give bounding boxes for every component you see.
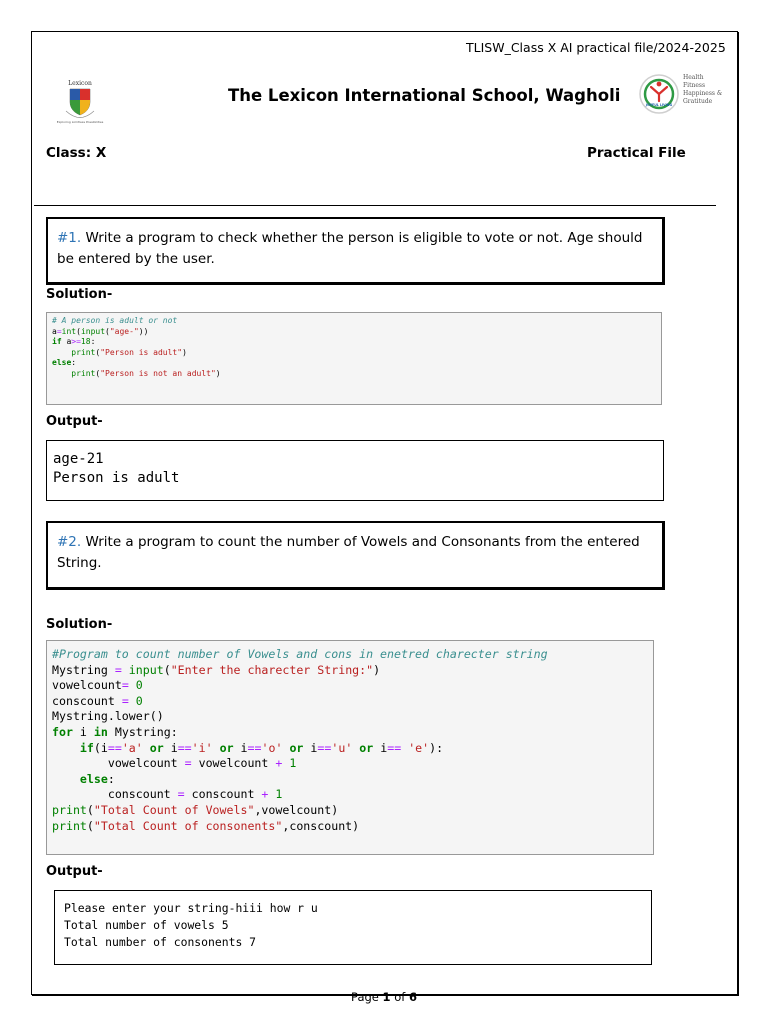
page-number — [0, 990, 768, 1004]
code-token: or — [359, 740, 374, 755]
logo-line-fitness: Fitness — [683, 82, 706, 89]
code-token: + — [275, 756, 283, 771]
code-token — [129, 694, 136, 708]
code-line — [52, 772, 648, 788]
code-token: "Enter the charecter String:" — [170, 662, 374, 677]
code-token: = — [121, 693, 129, 708]
question-2-output-box — [54, 890, 652, 965]
code-token: >= — [71, 337, 81, 347]
code-token: "Total Count of consonents" — [93, 818, 283, 833]
code-token: == — [177, 740, 192, 755]
code-token: or — [219, 740, 234, 755]
code-token: a — [52, 326, 57, 336]
code-token: a — [61, 337, 72, 347]
code-line — [52, 787, 648, 803]
code-token: "Person is not an adult" — [100, 368, 216, 378]
question-2-code-block — [46, 640, 654, 855]
code-token: in — [93, 724, 108, 739]
question-2-output-line: Total number of vowels 5 — [64, 918, 229, 932]
code-line — [52, 741, 648, 757]
code-token: input — [128, 662, 164, 677]
code-token: == — [317, 740, 332, 755]
code-token: : — [71, 358, 77, 368]
code-token: + — [261, 787, 269, 802]
code-token: ) — [373, 662, 381, 677]
code-token: vowelcount — [191, 756, 276, 771]
code-token: # A person is adult or not — [52, 316, 178, 325]
code-token: = — [184, 756, 192, 771]
code-token — [52, 348, 71, 357]
code-token: i — [303, 740, 318, 755]
code-token: #Program to count number of Vowels and cons in enetred charecter string — [52, 647, 548, 661]
question-1-code-block — [46, 312, 662, 405]
question-1-output-box — [46, 440, 664, 501]
school-name: The Lexicon International School, Wagholi — [228, 86, 621, 105]
question-1-number: #1. — [57, 230, 82, 246]
code-token: if — [52, 337, 62, 347]
question-2-output-label: Output- — [46, 864, 103, 879]
logo-line-happiness: Happiness & — [683, 90, 723, 97]
code-token: Mystring: — [107, 724, 178, 739]
code-token: conscount — [52, 693, 122, 708]
code-line — [52, 337, 656, 348]
joyful-living-logo — [637, 70, 732, 122]
code-token: 'i' — [191, 740, 213, 755]
question-2-output-line: Total number of consonents 7 — [64, 935, 257, 949]
code-line — [52, 647, 648, 663]
code-token: print — [52, 818, 87, 833]
question-1-output-line: Person is adult — [53, 470, 180, 486]
code-token: else — [79, 771, 108, 786]
code-token: 1 — [289, 756, 297, 771]
code-token: == — [107, 740, 122, 755]
code-token: ( — [86, 818, 94, 833]
code-token: int — [61, 326, 77, 336]
code-token: : — [90, 337, 96, 347]
logo-line-health: Health — [683, 74, 704, 81]
code-line — [52, 819, 648, 835]
code-line — [52, 678, 648, 694]
code-token: ): — [429, 740, 444, 755]
code-token: 'u' — [331, 740, 353, 755]
code-line — [52, 369, 656, 380]
question-2-number: #2. — [57, 534, 82, 550]
class-label: Class: X — [46, 145, 107, 161]
code-token: else — [52, 358, 72, 368]
code-token: "Total Count of Vowels" — [93, 802, 255, 817]
code-token: or — [149, 740, 164, 755]
code-line — [52, 709, 648, 725]
code-token: if — [79, 740, 94, 755]
code-token: 'a' — [121, 740, 143, 755]
code-token — [143, 741, 150, 755]
code-token — [122, 663, 129, 677]
code-token: 'o' — [261, 740, 283, 755]
code-token: vowelcount — [52, 756, 185, 771]
code-token: for — [52, 724, 73, 739]
code-line — [52, 316, 656, 327]
code-token: ,vowelcount) — [254, 802, 339, 817]
school-logo-motto: Exploring Limitless Possibilities — [56, 120, 104, 124]
code-token: ( — [105, 326, 110, 336]
code-token: i — [72, 724, 94, 739]
code-token: ( — [95, 368, 101, 378]
question-2-text: Write a program to count the number of Vowels and Consonants from the entered String. — [57, 534, 640, 571]
code-token: = — [56, 326, 62, 336]
code-token — [129, 678, 136, 692]
code-token: i — [233, 740, 248, 755]
code-token: conscount — [52, 787, 178, 802]
code-token: print — [71, 368, 96, 378]
code-token: ( — [76, 326, 81, 336]
code-token — [52, 741, 80, 755]
code-token — [52, 369, 71, 378]
question-1-output-label: Output- — [46, 414, 103, 429]
code-token: ) — [182, 347, 187, 357]
code-token: "Person is adult" — [100, 347, 183, 357]
code-token: conscount — [184, 787, 262, 802]
code-token: 1 — [275, 787, 283, 802]
code-token: = — [121, 678, 129, 693]
practical-file-label: Practical File — [587, 145, 686, 161]
code-line — [52, 358, 656, 369]
code-token: ( — [95, 347, 101, 357]
code-line — [52, 663, 648, 679]
code-token: ( — [163, 662, 171, 677]
page-current: 1 — [382, 990, 391, 1004]
code-token: : — [107, 771, 115, 786]
code-line — [52, 803, 648, 819]
code-token: = — [177, 787, 185, 802]
code-token: i — [163, 740, 178, 755]
question-1-box — [46, 217, 665, 285]
code-token: 18 — [80, 337, 91, 347]
code-token: )) — [138, 326, 149, 336]
code-line — [52, 725, 648, 741]
code-token: "age-" — [109, 326, 139, 336]
code-token: print — [52, 802, 87, 817]
code-token: i — [373, 740, 388, 755]
code-token: Mystring.lower() — [52, 709, 164, 724]
question-1-text: Write a program to check whether the person is eligible to vote or not. Age should be entered by the user. — [57, 230, 643, 267]
code-token: == — [387, 740, 402, 755]
page-total: 6 — [408, 990, 417, 1004]
code-token: vowelcount — [52, 678, 122, 693]
code-line — [52, 327, 656, 338]
code-token: 0 — [135, 693, 143, 708]
school-logo — [56, 78, 104, 126]
page-prefix: Page — [351, 990, 383, 1004]
code-token: ,conscount) — [282, 818, 360, 833]
code-token: 0 — [135, 678, 143, 693]
code-token: == — [247, 740, 262, 755]
code-line — [52, 348, 656, 359]
question-1-solution-label: Solution- — [46, 287, 113, 302]
code-token — [213, 741, 220, 755]
question-1-output-line: age-21 — [53, 451, 104, 467]
code-token: ) — [215, 368, 221, 378]
joyful-living-badge: JOYFUL LIVING — [645, 103, 673, 107]
logo-line-gratitude: Gratitude — [683, 98, 713, 105]
code-line — [52, 694, 648, 710]
code-token: ( — [86, 802, 94, 817]
question-2-solution-label: Solution- — [46, 617, 113, 632]
file-reference: TLISW_Class X AI practical file/2024-2025 — [466, 40, 726, 55]
question-2-box — [46, 521, 665, 590]
code-token: print — [71, 347, 96, 357]
code-token: 'e' — [408, 740, 430, 755]
header-divider — [34, 205, 716, 206]
page-of: of — [390, 990, 409, 1004]
code-token: or — [289, 740, 304, 755]
code-token: Mystring — [52, 662, 115, 677]
code-token — [52, 772, 80, 786]
code-token: (i — [93, 740, 108, 755]
question-2-output-line: Please enter your string-hiii how r u — [64, 901, 318, 915]
school-logo-text: Lexicon — [68, 80, 92, 87]
code-token: = — [114, 662, 122, 677]
code-token: input — [80, 326, 106, 336]
code-line — [52, 756, 648, 772]
